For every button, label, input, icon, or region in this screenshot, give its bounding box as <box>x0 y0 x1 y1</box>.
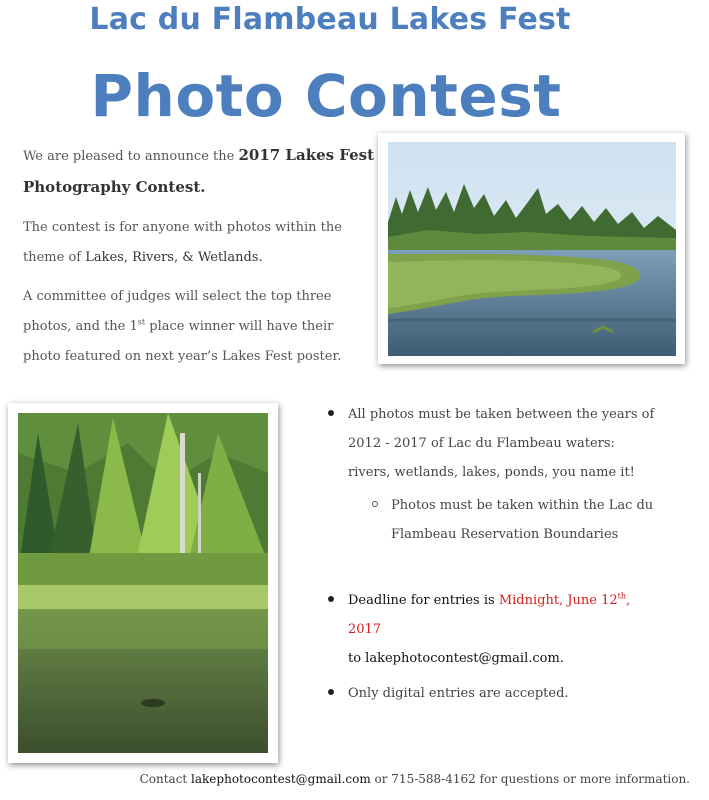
intro-text <box>23 140 375 381</box>
forest-pond-photo <box>8 403 278 763</box>
bullet-icon <box>328 596 334 602</box>
contact-footer: Contact lakephotocontest@gmail.com or 715-588-4162 for questions or more information. <box>139 772 690 786</box>
intro-paragraph-3: A committee of judges will select the top three photos, and the 1st place winner will have their photo featured on next year’s Lakes Fest poster. <box>23 289 342 364</box>
lake-wetland-image <box>388 142 676 356</box>
rule-digital: Only digital entries are accepted. <box>328 679 658 708</box>
event-name: Lac du Flambeau Lakes Fest <box>89 2 571 37</box>
rule-boundaries: Photos must be taken within the Lac du Flambeau Reservation Boundaries <box>328 491 658 549</box>
bullet-icon <box>328 689 334 695</box>
rule-dates: All photos must be taken between the years of 2012 - 2017 of Lac du Flambeau waters: rivers, wetlands, lakes, ponds, you name it! <box>328 400 658 487</box>
page-title: Photo Contest <box>90 62 562 130</box>
intro-paragraph-1: We are pleased to announce the 2017 Lakes Fest Photography Contest. <box>23 146 375 196</box>
bullet-icon <box>328 410 334 416</box>
contact-email-link[interactable]: lakephotocontest@gmail.com <box>191 772 371 786</box>
deadline-date: Midnight, June 12th, 2017 <box>348 591 631 637</box>
contest-name: 2017 Lakes Fest Photography Contest. <box>23 146 375 196</box>
entry-email[interactable]: to lakephotocontest@gmail.com. <box>348 651 564 666</box>
contest-theme: Lakes, Rivers, & Wetlands. <box>85 250 263 265</box>
lake-wetland-photo <box>378 133 685 364</box>
intro-paragraph-2: The contest is for anyone with photos within the theme of Lakes, Rivers, & Wetlands. <box>23 220 342 265</box>
forest-pond-image <box>18 413 268 753</box>
rule-deadline: Deadline for entries is Midnight, June 12th, 2017 to lakephotocontest@gmail.com. <box>328 586 658 673</box>
circle-bullet-icon <box>372 501 378 507</box>
